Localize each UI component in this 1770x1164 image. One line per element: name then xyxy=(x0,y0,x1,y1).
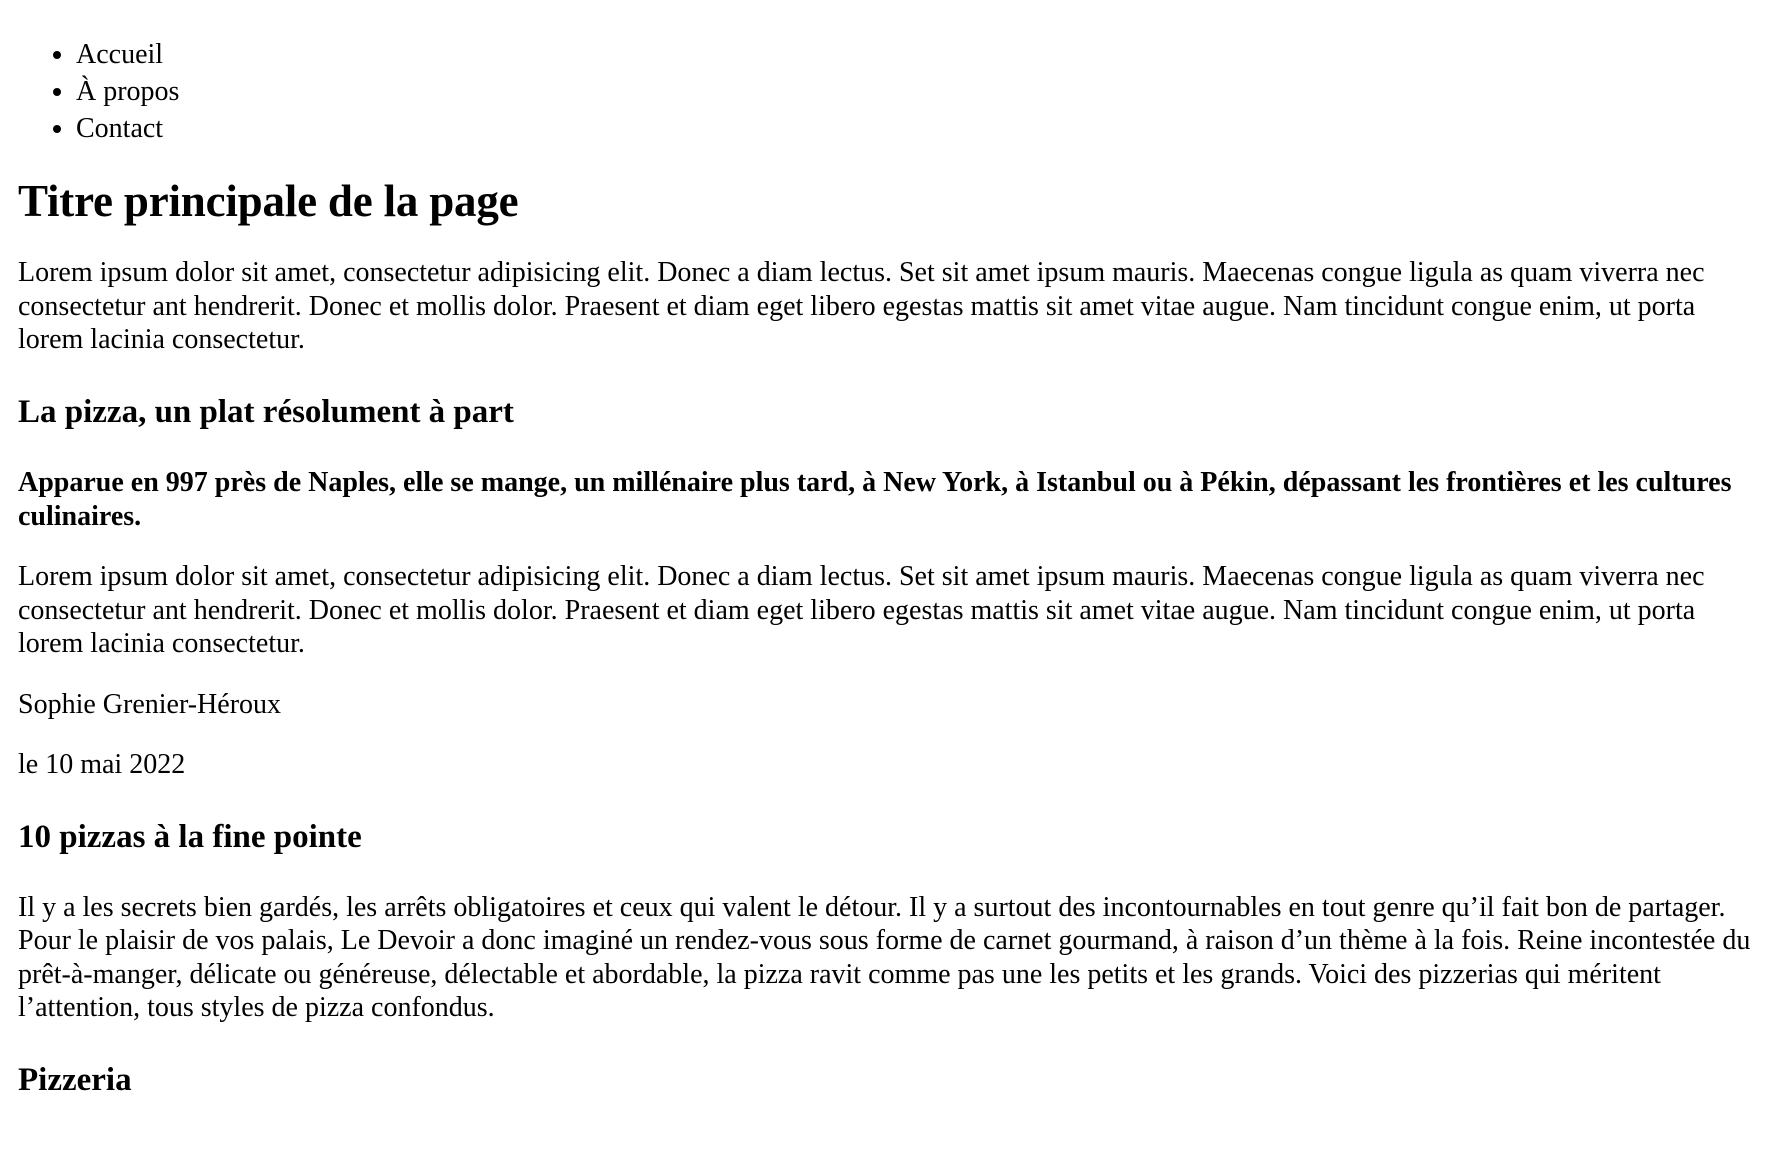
intro-paragraph: Lorem ipsum dolor sit amet, consectetur adipisicing elit. Donec a diam lectus. Set sit amet ipsum mauris. Maecenas congue ligula as quam viverra nec consectetur ant hendrerit. Donec et mollis dolor. Praesent et diam eget libero egestas mattis sit amet vitae augue. Nam tincidunt congue enim, ut porta lorem lacinia consectetur. xyxy=(18,257,1705,356)
nav-item-contact[interactable] xyxy=(76,110,1752,147)
article-lead: Apparue en 997 près de Naples, elle se mange, un millénaire plus tard, à New York, à Istanbul ou à Pékin, dépassant les frontières et les cultures culinaires. xyxy=(18,467,1732,532)
next-section-heading-clipped: Pizzeria xyxy=(18,1061,132,1098)
nav-list xyxy=(18,36,1752,147)
nav-item-a-propos[interactable] xyxy=(76,73,1752,110)
nav-link-accueil[interactable]: Accueil xyxy=(76,39,164,70)
section-two-heading: 10 pizzas à la fine pointe xyxy=(18,818,362,855)
nav-link-contact[interactable]: Contact xyxy=(76,113,164,144)
nav-link-a-propos[interactable]: À propos xyxy=(76,76,180,107)
page-title: Titre principale de la page xyxy=(18,176,519,226)
article-heading: La pizza, un plat résolument à part xyxy=(18,393,514,430)
article-body: Lorem ipsum dolor sit amet, consectetur adipisicing elit. Donec a diam lectus. Set sit amet ipsum mauris. Maecenas congue ligula as quam viverra nec consectetur ant hendrerit. Donec et mollis dolor. Praesent et diam eget libero egestas mattis sit amet vitae augue. Nam tincidunt congue enim, ut porta lorem lacinia consectetur. xyxy=(18,561,1705,660)
site-navigation xyxy=(18,36,1752,147)
article-author: Sophie Grenier-Héroux xyxy=(18,688,282,720)
nav-item-accueil[interactable] xyxy=(76,36,1752,73)
section-two-body: Il y a les secrets bien gardés, les arrêts obligatoires et ceux qui valent le détour. Il y a surtout des incontournables en tout genre qu’il fait bon de partager. Pour le plaisir de vos palais, Le Devoir a donc imaginé un rendez-vous sous forme de carnet gourmand, à raison d’un thème à la fois. Reine incontestée du prêt-à-manger, délicate ou généreuse, délectable et abordable, la pizza ravit comme pas une les petits et les grands. Voici des pizzerias qui méritent l’attention, tous styles de pizza confondus. xyxy=(18,891,1751,1024)
article-date: le 10 mai 2022 xyxy=(18,749,186,781)
